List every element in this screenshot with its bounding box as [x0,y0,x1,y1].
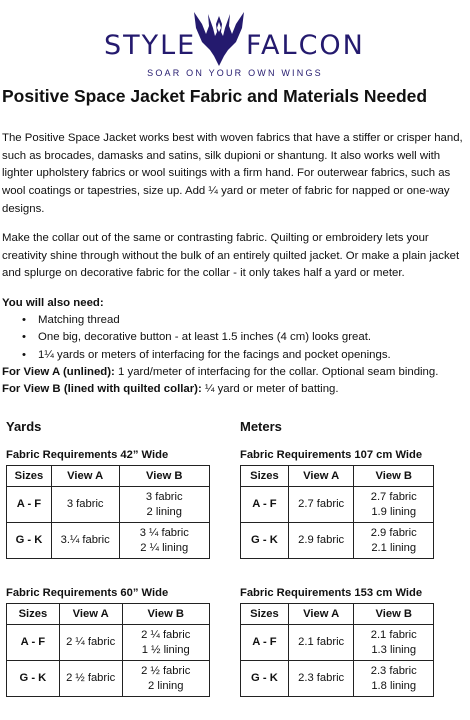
header-sizes: Sizes [7,604,60,625]
table-caption-42in: Fabric Requirements 42” Wide [6,449,169,461]
fabric-table-60in [6,603,210,697]
table-caption-107cm: Fabric Requirements 107 cm Wide [240,449,423,461]
list-item: • One big, decorative button - at least 1.5 inches (4 cm) looks great. [2,329,467,346]
view-b-cell [119,523,209,559]
view-a-cell: 3 fabric [51,487,119,523]
header-sizes: Sizes [7,466,52,487]
view-a-cell: 3.¼ fabric [51,523,119,559]
table-row [241,523,434,559]
view-b-cell [354,625,434,661]
view-b-lining: 2 lining [146,505,182,518]
logo-text-falcon: FALCON [246,30,365,61]
yards-heading: Yards [6,419,42,434]
view-b-cell [122,661,210,697]
logo-text-style: STYLE [104,30,197,61]
view-b-label: For View B (lined with quilted collar): [2,383,202,396]
view-b-text: ¼ yard or meter of batting. [201,383,339,396]
collar-paragraph: Make the collar out of the same or contrasting fabric. Quilting or embroidery lets your creativity shine through without the bulk of an entirely quilted jacket. Or make a plain jacket and splurge on decorative fabric for the collar - it only takes half a yard or meter. [2,232,460,280]
view-b-lining: 1.9 lining [371,505,417,518]
page-title: Positive Space Jacket Fabric and Materials Needed [2,86,428,106]
header-sizes: Sizes [241,604,289,625]
view-b-cell [119,487,209,523]
table-header-row [7,466,210,487]
header-view-b: View B [354,466,434,487]
view-b-fabric: 2.7 fabric [370,490,417,503]
falcon-icon [192,6,246,68]
fabric-table-42in [6,465,210,559]
view-b-cell [354,661,434,697]
meters-heading: Meters [240,419,282,434]
table-header-row [241,466,434,487]
view-b-lining: 2 ¼ lining [140,541,189,554]
header-view-a: View A [51,466,119,487]
table-header-row [241,604,434,625]
intro-paragraph: The Positive Space Jacket works best with woven fabrics that have a stiffer or crisper hand, such as brocades, damasks and satins, silk dupioni or shantung. It also works well with lighter upholstery fabrics or wool suitings with a firm hand. For outerwear fabrics, such as wool coatings or tapestries, size up. Add ¼ yard or meter of fabric for napped or one-way designs. [2,132,463,215]
header-view-a: View A [288,466,354,487]
size-cell: G - K [241,523,289,559]
view-b-note [2,381,467,398]
view-a-cell: 2.7 fabric [288,487,354,523]
view-b-fabric: 2 ½ fabric [141,664,191,677]
table-row [241,487,434,523]
table-caption-60in: Fabric Requirements 60” Wide [6,587,169,599]
view-b-cell [354,487,434,523]
view-a-label: For View A (unlined): [2,365,115,378]
view-b-lining: 1.8 lining [371,679,417,692]
view-a-cell: 2.1 fabric [288,625,354,661]
view-b-cell [122,625,210,661]
header-view-b: View B [354,604,434,625]
table-caption-153cm: Fabric Requirements 153 cm Wide [240,587,423,599]
list-item: • Matching thread [2,312,467,329]
view-b-fabric: 3 fabric [145,490,183,503]
view-a-cell: 2.9 fabric [288,523,354,559]
view-a-text: 1 yard/meter of interfacing for the collar. Optional seam binding. [114,365,439,378]
fabric-table-107cm [240,465,434,559]
materials-list [2,295,467,398]
materials-heading: You will also need: [2,297,104,309]
header-view-a: View A [59,604,122,625]
fabric-table-153cm [240,603,434,697]
view-a-note [2,364,467,381]
view-b-lining: 1.3 lining [371,643,417,656]
view-b-fabric: 3 ¼ fabric [139,526,189,539]
table-row [7,523,210,559]
view-a-cell: 2 ½ fabric [59,661,122,697]
view-b-lining: 1 ½ lining [141,643,190,656]
view-b-fabric: 2 ¼ fabric [141,628,191,641]
materials-bullets [2,312,467,364]
view-a-cell: 2 ¼ fabric [59,625,122,661]
table-row [7,487,210,523]
view-b-cell [354,523,434,559]
table-row [7,625,210,661]
view-b-fabric: 2.9 fabric [370,526,417,539]
list-item: • 1¼ yards or meters of interfacing for the facings and pocket openings. [2,347,467,364]
view-a-cell: 2.3 fabric [288,661,354,697]
size-cell: G - K [7,523,52,559]
view-b-fabric: 2.1 fabric [370,628,417,641]
style-falcon-logo [0,6,470,80]
table-header-row [7,604,210,625]
header-view-a: View A [288,604,354,625]
header-view-b: View B [122,604,210,625]
size-cell: A - F [7,625,60,661]
header-sizes: Sizes [241,466,289,487]
size-cell: A - F [7,487,52,523]
table-row [7,661,210,697]
tagline: SOAR ON YOUR OWN WINGS [147,68,323,78]
view-b-lining: 2 lining [148,679,184,692]
view-b-fabric: 2.3 fabric [370,664,417,677]
size-cell: G - K [7,661,60,697]
size-cell: A - F [241,625,289,661]
size-cell: A - F [241,487,289,523]
size-cell: G - K [241,661,289,697]
table-row [241,661,434,697]
view-b-lining: 2.1 lining [371,541,417,554]
table-row [241,625,434,661]
header-view-b: View B [119,466,209,487]
